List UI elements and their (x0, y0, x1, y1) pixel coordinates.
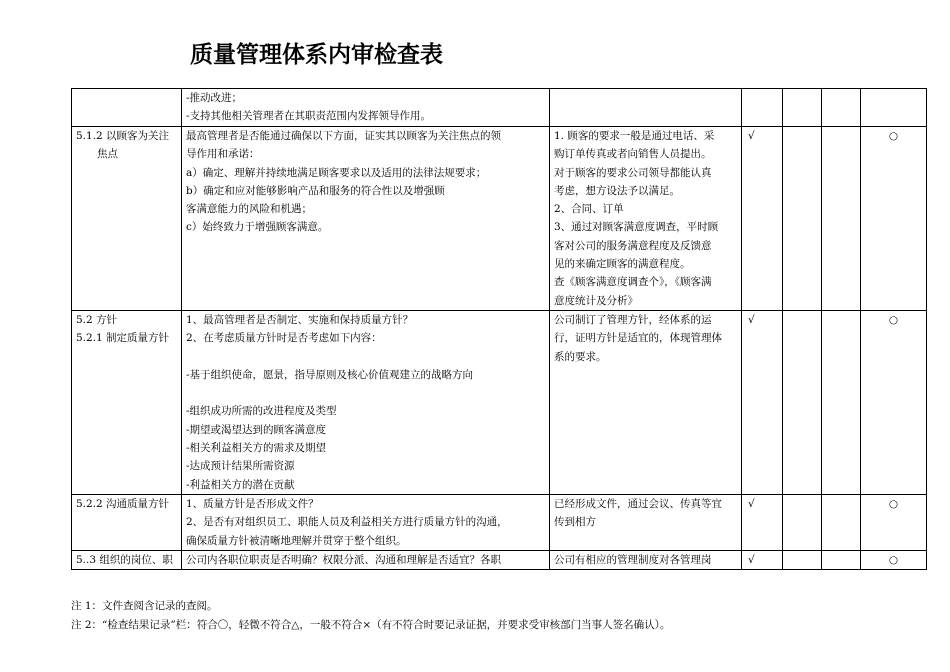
evidence-cell-line: 已经形成文件，通过会议、传真等宜 (554, 498, 722, 510)
requirement-cell-line: -组织成功所需的改进程度及类型 (186, 405, 337, 418)
requirement-cell-line (186, 348, 545, 366)
clause-cell-line: 5.1.2 以顾客为关注 (76, 130, 170, 142)
mark-cell: √ (742, 495, 783, 551)
requirement-cell (182, 89, 550, 127)
requirement-cell-line: -利益相关方的潜在贡献 (186, 478, 295, 491)
mark-cell (822, 89, 861, 127)
result-cell: ○ (861, 311, 927, 495)
requirement-cell (182, 551, 550, 570)
mark-cell (783, 89, 822, 127)
requirement-cell-line: 公司内各职位职责是否明确？权限分派、沟通和理解是否适宜？各职 (186, 554, 501, 566)
clause-cell (72, 311, 182, 495)
evidence-cell-line: 见的来确定顾客的满意程度。 (554, 258, 691, 271)
requirement-cell-line: 客满意能力的风险和机遇； (186, 203, 312, 216)
evidence-cell (550, 127, 742, 311)
evidence-cell-line: 1. 顾客的要求一般是通过电话、采 (554, 130, 715, 142)
clause-cell (72, 495, 182, 551)
requirement-cell-line: -基于组织使命，愿景，指导原则及核心价值观建立的战略方向 (186, 368, 474, 381)
note-1: 注 1：文件查阅含记录的查阅。 (71, 600, 218, 612)
requirement-cell-line: 确保质量方针被清晰地理解并贯穿于整个组织。 (186, 534, 407, 547)
evidence-cell-line: 3、通过对顾客满意度调查，平时顾 (554, 221, 719, 234)
mark-cell (822, 495, 861, 551)
evidence-cell-line: 意度统计及分析》 (554, 294, 638, 307)
requirement-cell-line: 1、质量方针是否形成文件？ (186, 498, 319, 510)
clause-cell-line: 5.2 方针 (76, 314, 118, 326)
mark-cell: √ (742, 127, 783, 311)
result-cell: ○ (861, 495, 927, 551)
evidence-cell (550, 495, 742, 551)
requirement-cell-line: -支持其他相关管理者在其职责范围内发挥领导作用。 (186, 110, 432, 123)
requirement-cell-line: 1、最高管理者是否制定、实施和保持质量方针？ (186, 314, 414, 326)
requirement-cell (182, 495, 550, 551)
evidence-cell-line: 2、合同、订单 (554, 203, 624, 216)
mark-cell (783, 495, 822, 551)
evidence-cell-line: 系的要求。 (554, 350, 607, 363)
requirement-cell-line: 2、在考虑质量方针时是否考虑如下内容： (186, 332, 382, 345)
evidence-cell-line: 购订单传真或者向销售人员提出。 (554, 148, 712, 161)
clause-cell-line: 焦点 (97, 148, 118, 161)
mark-cell (783, 127, 822, 311)
mark-cell (742, 89, 783, 127)
evidence-cell-line: 对于顾客的要求公司领导都能认真 (554, 166, 712, 179)
requirement-cell-line: 最高管理者是否能通过确保以下方面，证实其以顾客为关注焦点的领 (186, 130, 501, 142)
requirement-cell-line: -相关利益相关方的需求及期望 (186, 442, 327, 455)
table-row (72, 89, 927, 127)
requirement-cell-line: c）始终致力于增强顾客满意。 (186, 221, 329, 234)
mark-cell: √ (742, 311, 783, 495)
evidence-cell-line: 客对公司的服务满意程度及反馈意 (554, 239, 712, 252)
mark-cell (822, 311, 861, 495)
table-row (72, 495, 927, 551)
evidence-cell-line: 公司有相应的管理制度对各管理岗 (554, 554, 712, 566)
evidence-cell (550, 89, 742, 127)
footnotes (71, 597, 670, 635)
clause-cell-line: 5.2.2 沟通质量方针 (76, 498, 170, 510)
evidence-cell-line: 考虑，想方设法予以满足。 (554, 184, 680, 197)
result-cell (861, 89, 927, 127)
result-cell: ○ (861, 127, 927, 311)
clause-cell (72, 551, 182, 570)
requirement-cell-line: 2、是否有对组织员工、职能人员及利益相关方进行质量方针的沟通， (186, 516, 508, 529)
evidence-cell (550, 311, 742, 495)
result-cell: ○ (861, 551, 927, 570)
table-row (72, 551, 927, 570)
requirement-cell-line (186, 384, 545, 402)
requirement-cell (182, 127, 550, 311)
evidence-cell-line: 公司制订了管理方针，经体系的运 (554, 314, 712, 326)
requirement-cell-line: 导作用和承诺： (186, 148, 260, 161)
evidence-cell-line: 传到相方 (554, 516, 596, 529)
clause-cell-line: 5.2.1 制定质量方针 (76, 332, 170, 345)
requirement-cell-line: -达成预计结果所需资源 (186, 460, 295, 473)
audit-checklist-table (71, 88, 927, 570)
evidence-cell (550, 551, 742, 570)
requirement-cell-line: a）确定、理解并持续地满足顾客要求以及适用的法律法规要求； (186, 166, 487, 179)
page-title: 质量管理体系内审检查表 (190, 42, 443, 68)
table-row (72, 127, 927, 311)
mark-cell (822, 127, 861, 311)
table-row (72, 311, 927, 495)
clause-cell (72, 89, 182, 127)
clause-cell (72, 127, 182, 311)
requirement-cell-line: -期望或渴望达到的顾客满意度 (186, 423, 327, 436)
requirement-cell (182, 311, 550, 495)
mark-cell (783, 551, 822, 570)
mark-cell: √ (742, 551, 783, 570)
requirement-cell-line: -推动改进； (186, 92, 243, 104)
requirement-cell-line: b）确定和应对能够影响产品和服务的符合性以及增强顾 (186, 184, 445, 197)
evidence-cell-line: 查《顾客满意度调查个》，《顾客满 (554, 276, 712, 289)
mark-cell (783, 311, 822, 495)
mark-cell (822, 551, 861, 570)
clause-cell-line: 5..3 组织的岗位、职 (76, 554, 173, 566)
note-2: 注 2：“检查结果记录”栏：符合〇，轻微不符合△，一般不符合×（有不符合时要记录证据，并要求受审核部门当事人签名确认）。 (71, 619, 671, 631)
evidence-cell-line: 行，证明方针是适宜的，体现管理体 (554, 332, 722, 345)
